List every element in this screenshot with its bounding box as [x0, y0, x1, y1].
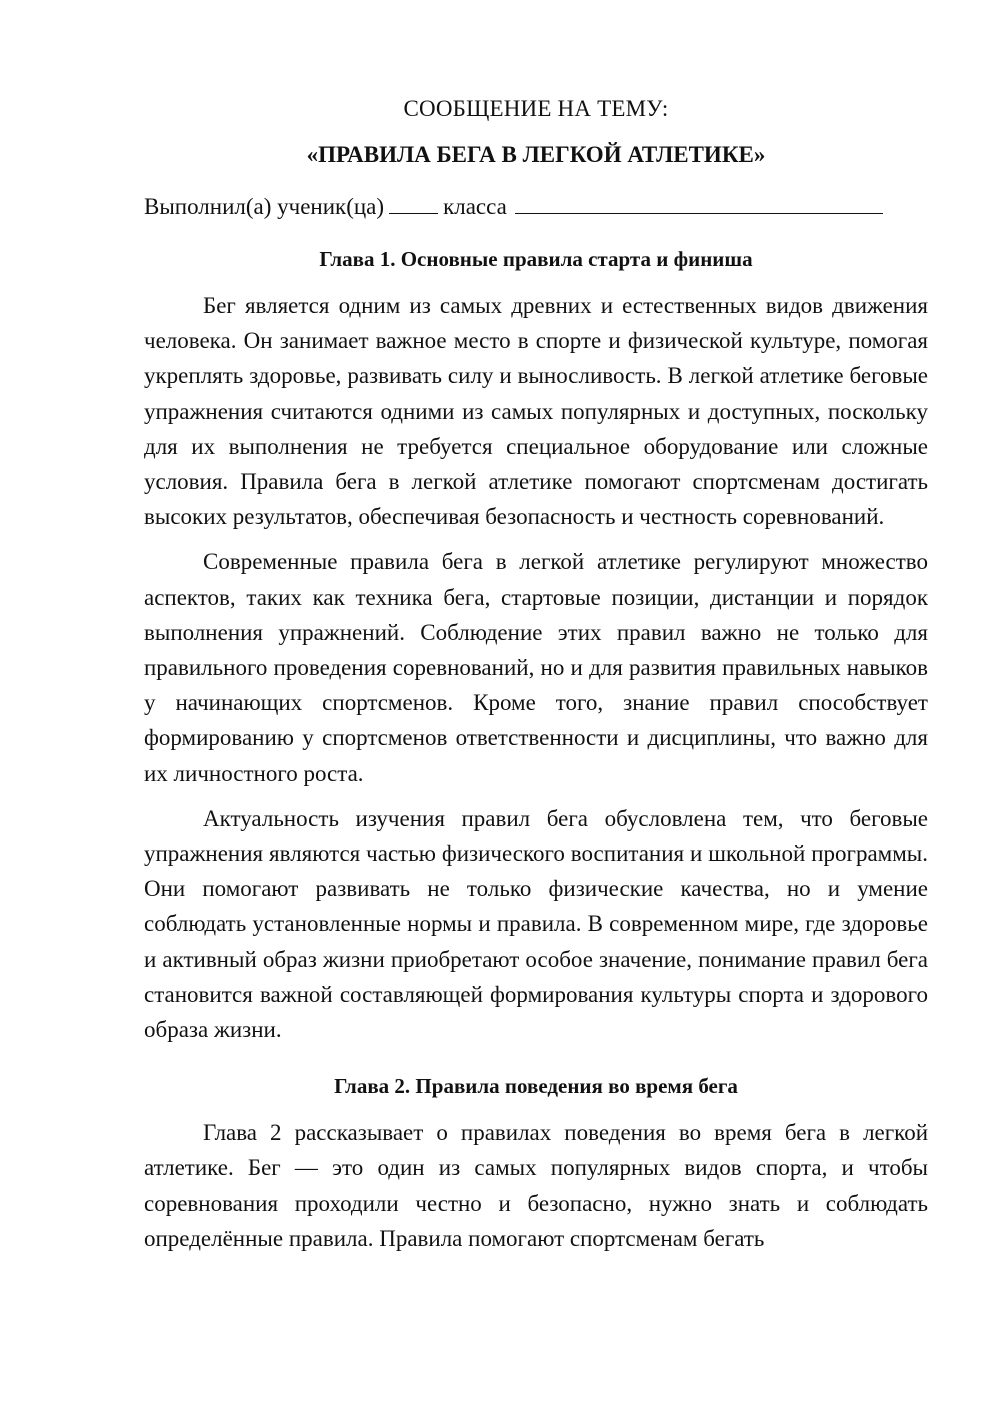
chapter-2-heading: Глава 2. Правила поведения во время бега — [334, 1074, 738, 1099]
author-name-blank — [515, 191, 883, 214]
document-body — [144, 92, 928, 1266]
author-prefix: Выполнил(а) ученик(ца) — [144, 194, 385, 219]
title-line-1: СООБЩЕНИЕ НА ТЕМУ: — [403, 96, 669, 121]
class-number-blank — [389, 191, 438, 214]
title-line-2: «ПРАВИЛА БЕГА В ЛЕГКОЙ АТЛЕТИКЕ» — [306, 142, 766, 167]
chapter-1-paragraph: Бег является одним из самых древних и естественных видов движения человека. Он занимает важное место в спорте и физической культуре, помогая укреплять здоровье, развивать силу и выносливость. В легкой атлетике беговые упражнения считаются одними из самых популярных и доступных, поскольку для их выполнения не требуется специальное оборудование или сложные условия. Правила бега в легкой атлетике помогают спортсменам достигать высоких результатов, обеспечивая безопасность и честность соревнований. — [144, 293, 928, 530]
author-line — [144, 190, 928, 224]
class-word: класса — [443, 194, 507, 219]
chapter-1-paragraph: Современные правила бега в легкой атлетике регулируют множество аспектов, таких как техника бега, стартовые позиции, дистанции и порядок выполнения упражнений. Соблюдение этих правил важно не только для правильного проведения соревнований, но и для развития правильных навыков у начинающих спортсменов. Кроме того, знание правил способствует формированию у спортсменов ответственности и дисциплины, что важно для их личностного роста. — [144, 549, 928, 786]
chapter-1-paragraph: Актуальность изучения правил бега обусловлена тем, что беговые упражнения являются частью физического воспитания и школьной программы. Они помогают развивать не только физические качества, но и умение соблюдать установленные нормы и правила. В современном мире, где здоровье и активный образ жизни приобретают особое значение, понимание правил бега становится важной составляющей формирования культуры спорта и здорового образа жизни. — [144, 805, 928, 1043]
chapter-1-heading: Глава 1. Основные правила старта и финиша — [319, 247, 753, 271]
chapter-2-paragraph: Глава 2 рассказывает о правилах поведения во время бега в легкой атлетике. Бег — это один из самых популярных видов спорта, и чтобы соревнования проходили честно и безопасно, нужно знать и соблюдать определённые правила. Правила помогают спортсменам бегать — [144, 1120, 928, 1251]
